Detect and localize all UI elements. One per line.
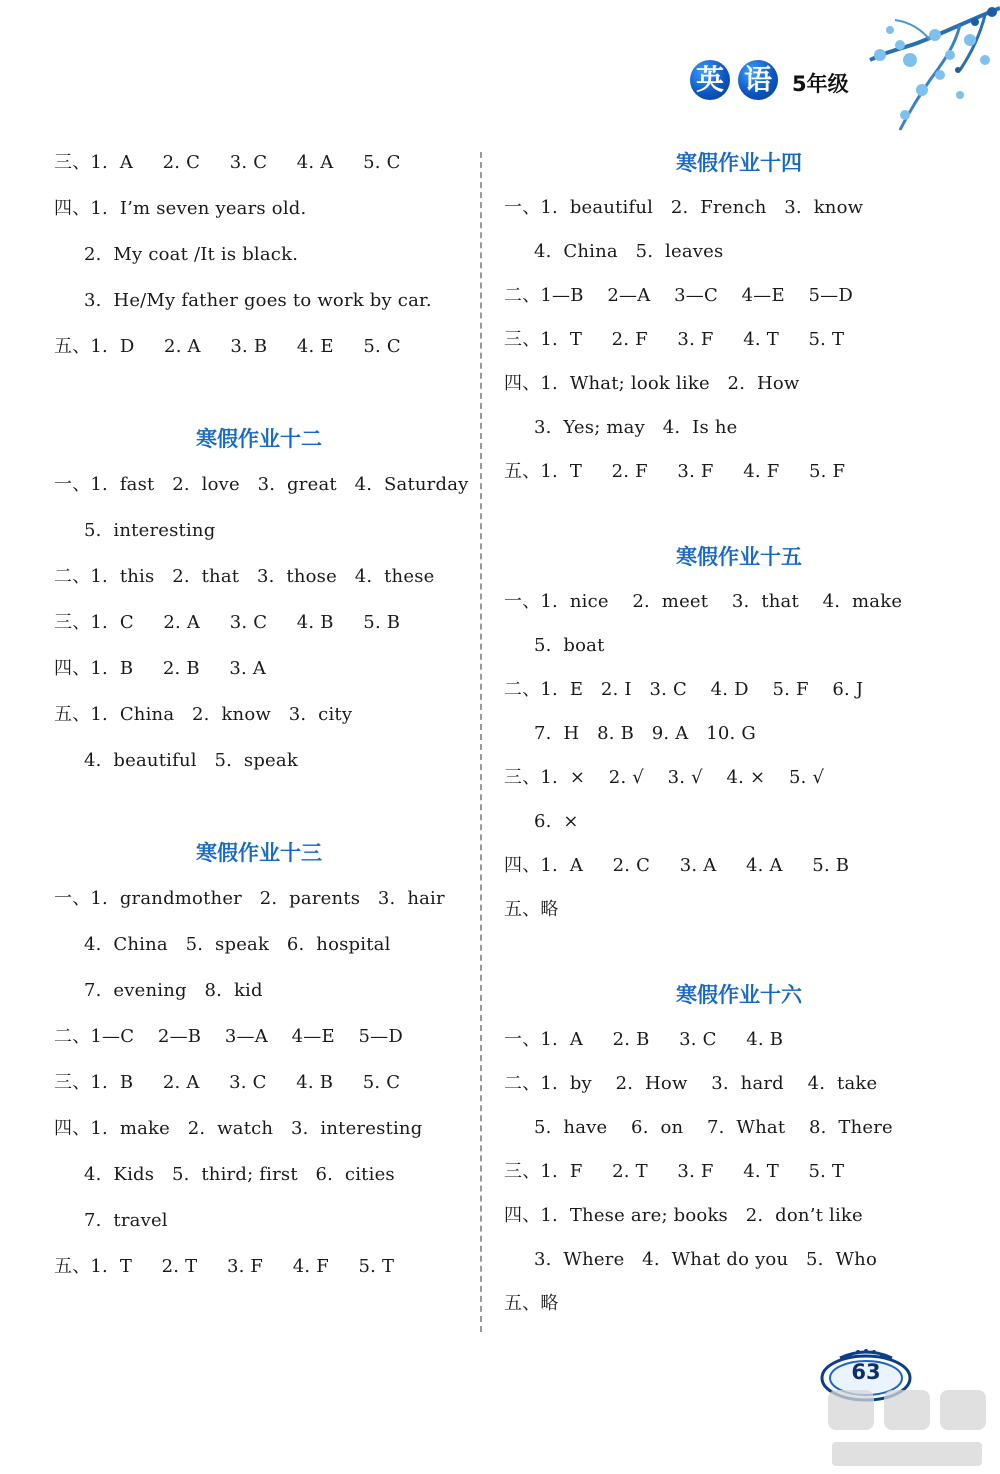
answer-line: 7. evening 8. kid: [84, 980, 263, 1001]
answer-line: 五、1. T 2. T 3. F 4. F 5. T: [54, 1256, 395, 1277]
answer-line: 3. Where 4. What do you 5. Who: [534, 1249, 877, 1270]
answer-line: 4. beautiful 5. speak: [84, 750, 298, 771]
answer-line: 五、1. D 2. A 3. B 4. E 5. C: [54, 336, 401, 357]
answer-line: 二、1. E 2. I 3. C 4. D 5. F 6. J: [504, 679, 864, 700]
answer-line: 五、略: [504, 899, 559, 920]
answer-line: 三、1. B 2. A 3. C 4. B 5. C: [54, 1072, 401, 1093]
answer-line: 三、1. F 2. T 3. F 4. T 5. T: [504, 1161, 845, 1182]
answer-line: 二、1—B 2—A 3—C 4—E 5—D: [504, 285, 853, 306]
answer-line: 四、1. make 2. watch 3. interesting: [54, 1118, 423, 1139]
answer-line: 5. interesting: [84, 520, 216, 541]
answer-line: 5. boat: [534, 635, 605, 656]
column-divider: [480, 152, 482, 1332]
answer-line: 一、1. fast 2. love 3. great 4. Saturday: [54, 474, 469, 495]
answer-line: 二、1—C 2—B 3—A 4—E 5—D: [54, 1026, 403, 1047]
watermark-logo-icon: [818, 1382, 1000, 1474]
right-column: [504, 140, 974, 1326]
subject-badge-yu: 语: [738, 60, 778, 100]
answer-line: 一、1. beautiful 2. French 3. know: [504, 197, 864, 218]
section-heading: 寒假作业十三: [196, 841, 322, 865]
section-heading: 寒假作业十二: [196, 427, 322, 451]
subject-badge-ying: 英: [690, 60, 730, 100]
answer-line: 五、略: [504, 1293, 559, 1314]
answer-line: 四、1. What; look like 2. How: [504, 373, 800, 394]
answer-line: 五、1. China 2. know 3. city: [54, 704, 353, 725]
answer-line: 4. China 5. leaves: [534, 241, 724, 262]
answer-line: 5. have 6. on 7. What 8. There: [534, 1117, 893, 1138]
answer-line: 2. My coat /It is black.: [84, 244, 299, 265]
answer-line: 一、1. nice 2. meet 3. that 4. make: [504, 591, 903, 612]
answer-line: 4. China 5. speak 6. hospital: [84, 934, 391, 955]
answer-line: 二、1. by 2. How 3. hard 4. take: [504, 1073, 878, 1094]
answer-line: 四、1. B 2. B 3. A: [54, 658, 267, 679]
answer-line: 3. Yes; may 4. Is he: [534, 417, 738, 438]
branch-decoration-icon: [810, 0, 1000, 140]
page-header: [0, 0, 1000, 140]
answer-line: 三、1. C 2. A 3. C 4. B 5. B: [54, 612, 401, 633]
answer-line: 7. travel: [84, 1210, 168, 1231]
answer-line: 三、1. A 2. C 3. C 4. A 5. C: [54, 152, 401, 173]
grade-label: 5年级: [792, 72, 849, 96]
answer-line: 3. He/My father goes to work by car.: [84, 290, 432, 311]
answer-line: 五、1. T 2. F 3. F 4. F 5. F: [504, 461, 846, 482]
section-gap: [54, 784, 464, 830]
section-heading: 寒假作业十四: [676, 151, 802, 175]
left-column: [54, 140, 469, 1290]
section-gap: [504, 932, 974, 972]
answer-line: 一、1. A 2. B 3. C 4. B: [504, 1029, 784, 1050]
answer-line: 三、1. T 2. F 3. F 4. T 5. T: [504, 329, 845, 350]
section-gap: [504, 494, 974, 534]
section-gap: [54, 370, 464, 416]
answer-line: 4. Kids 5. third; first 6. cities: [84, 1164, 395, 1185]
answer-line: 三、1. × 2. √ 3. √ 4. × 5. √: [504, 767, 825, 788]
page-number: 63: [851, 1360, 881, 1384]
answer-line: 四、1. These are; books 2. don’t like: [504, 1205, 863, 1226]
answer-line: 四、1. A 2. C 3. A 4. A 5. B: [504, 855, 850, 876]
answer-line: 一、1. grandmother 2. parents 3. hair: [54, 888, 445, 909]
section-heading: 寒假作业十六: [676, 983, 802, 1007]
section-heading: 寒假作业十五: [676, 545, 802, 569]
answer-line: 6. ×: [534, 811, 579, 832]
answer-line: 四、1. I’m seven years old.: [54, 198, 307, 219]
answer-line: 7. H 8. B 9. A 10. G: [534, 723, 756, 744]
answer-line: 二、1. this 2. that 3. those 4. these: [54, 566, 435, 587]
